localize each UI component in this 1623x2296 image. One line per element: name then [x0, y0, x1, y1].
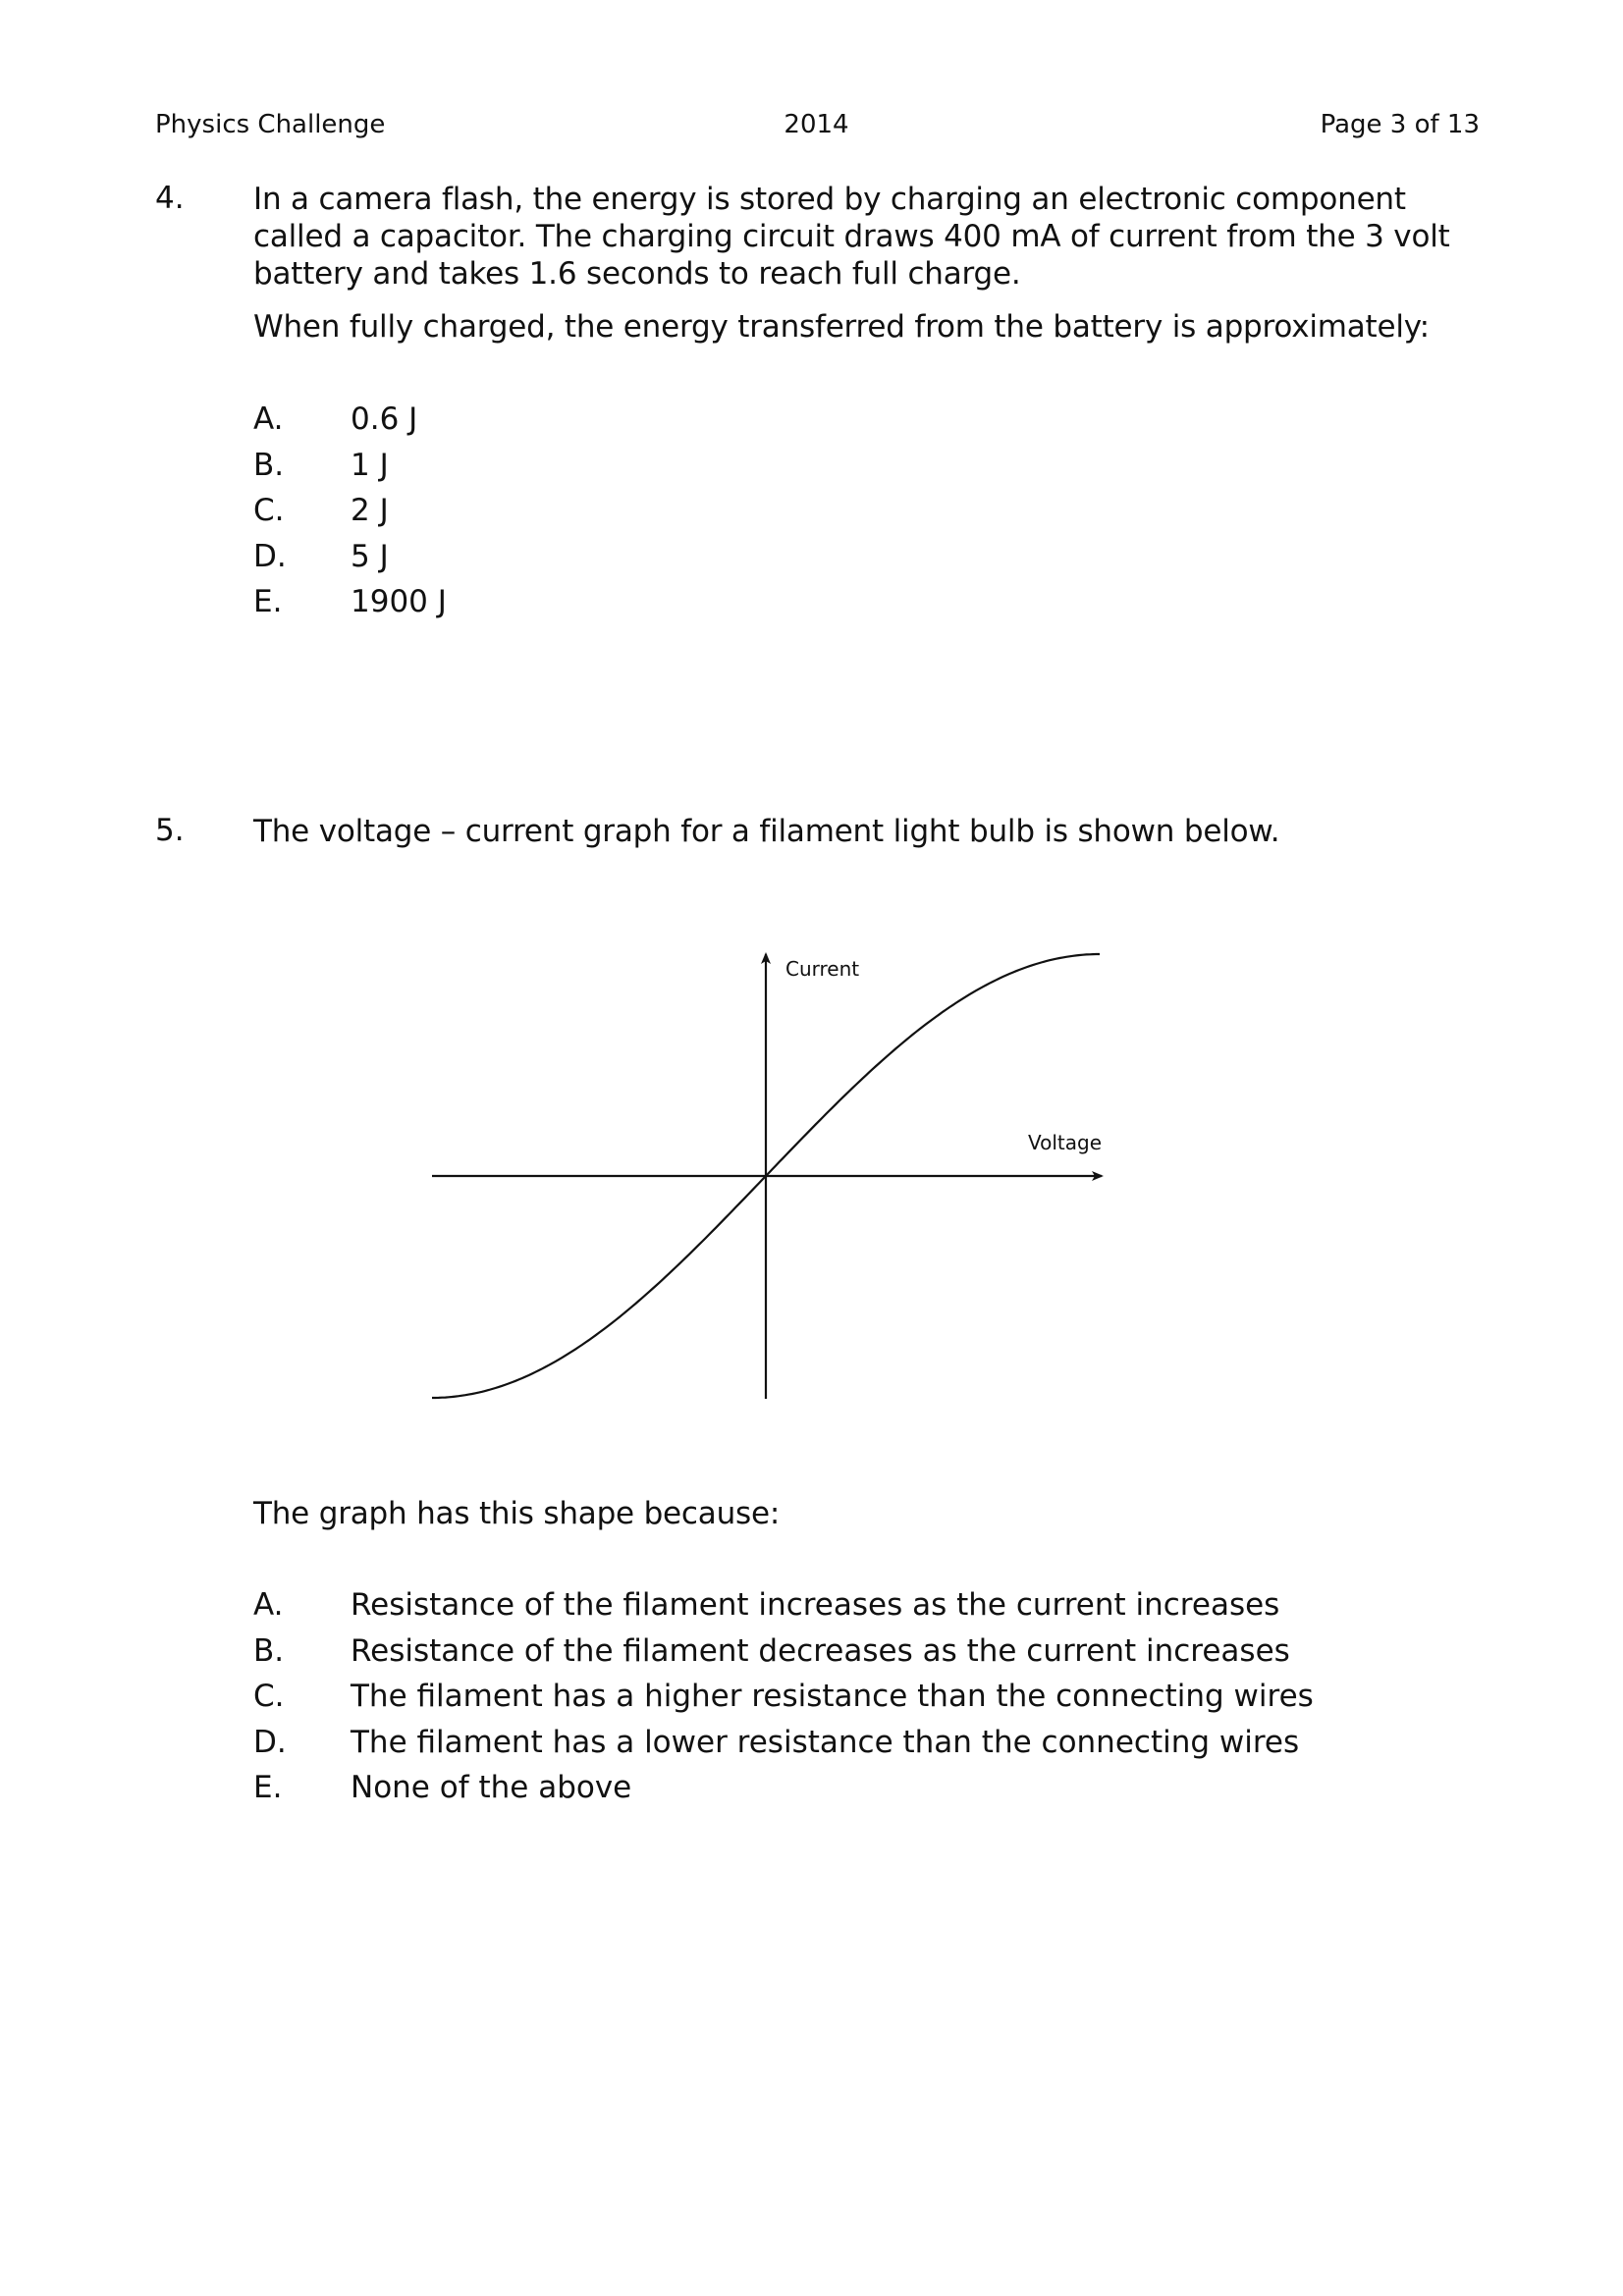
option-letter: B. [253, 448, 285, 483]
question-5-text: The voltage – current graph for a filament light bulb is shown below. [253, 814, 1280, 849]
option-text: 5 J [351, 539, 389, 574]
option-letter: E. [253, 584, 283, 619]
current-axis-label: Current [785, 957, 860, 981]
question-4-text: In a camera flash, the energy is stored by charging an electronic component called a capacitor. The charging circuit draws 400 mA of current from the 3 volt battery and takes 1.6 seconds to reach full charge. [253, 182, 1450, 292]
header-page-number: Page 3 of 13 [1320, 110, 1480, 139]
voltage-current-graph [412, 933, 1119, 1414]
option-text: 0.6 J [351, 401, 418, 437]
option-text: 1 J [351, 448, 389, 483]
header-year: 2014 [784, 110, 849, 139]
option-letter: A. [253, 1587, 284, 1623]
option-text: 2 J [351, 493, 389, 528]
option-letter: A. [253, 401, 284, 437]
option-text: Resistance of the filament decreases as the current increases [351, 1633, 1290, 1669]
option-letter: C. [253, 1679, 285, 1714]
option-letter: D. [253, 1725, 287, 1760]
option-text: The filament has a higher resistance than the connecting wires [351, 1679, 1314, 1714]
option-letter: E. [253, 1770, 283, 1805]
header-title: Physics Challenge [155, 110, 386, 139]
option-letter: C. [253, 493, 285, 528]
question-4-prompt: When fully charged, the energy transferred from the battery is approximately: [253, 309, 1430, 345]
question-5-number: 5. [155, 813, 185, 848]
question-5-prompt: The graph has this shape because: [253, 1496, 781, 1531]
voltage-axis-label: Voltage [1028, 1131, 1103, 1154]
option-text: The filament has a lower resistance than the connecting wires [351, 1725, 1300, 1760]
option-letter: D. [253, 539, 287, 574]
option-letter: B. [253, 1633, 285, 1669]
question-4-number: 4. [155, 181, 185, 216]
option-text: None of the above [351, 1770, 632, 1805]
option-text: Resistance of the filament increases as the current increases [351, 1587, 1280, 1623]
option-text: 1900 J [351, 584, 447, 619]
